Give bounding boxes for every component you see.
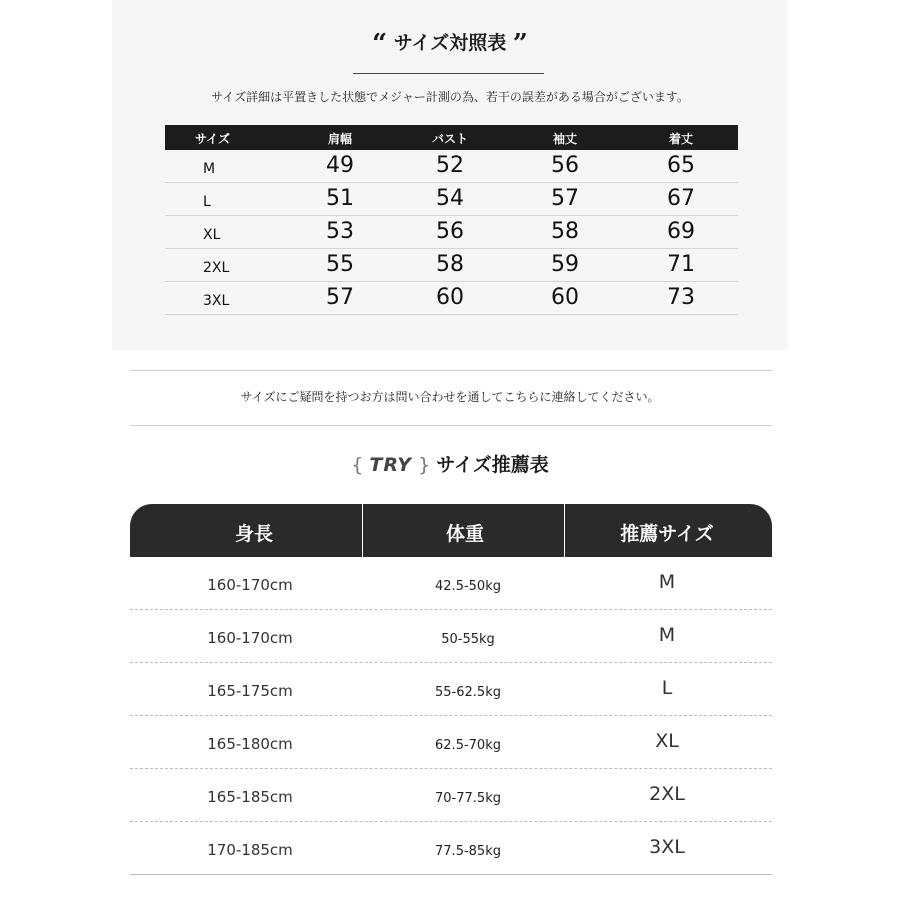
header-divider bbox=[362, 504, 363, 557]
header-divider bbox=[564, 504, 565, 557]
size-chart-title-text: サイズ対照表 bbox=[393, 32, 507, 54]
row-size: M bbox=[658, 624, 676, 646]
divider bbox=[130, 370, 772, 371]
header-recommended-size: 推薦サイズ bbox=[620, 523, 714, 545]
table-row bbox=[165, 183, 738, 216]
row-sleeve: 58 bbox=[551, 219, 579, 244]
recommend-title bbox=[0, 450, 900, 477]
row-size: M bbox=[203, 161, 216, 177]
header-weight: 体重 bbox=[445, 523, 485, 545]
divider bbox=[130, 425, 772, 426]
title-underline bbox=[353, 73, 544, 74]
header-size: サイズ bbox=[195, 132, 231, 146]
brace-open: { bbox=[351, 454, 364, 476]
row-bust: 52 bbox=[436, 153, 464, 178]
header-length: 着丈 bbox=[668, 132, 694, 146]
row-sleeve: 60 bbox=[551, 285, 579, 310]
table-row bbox=[130, 557, 772, 610]
row-weight: 50-55kg bbox=[441, 632, 495, 647]
size-table-header bbox=[165, 125, 738, 150]
row-height: 170-185cm bbox=[207, 841, 293, 859]
row-sleeve: 56 bbox=[551, 153, 579, 178]
row-weight: 42.5-50kg bbox=[435, 579, 501, 594]
row-size: L bbox=[203, 194, 211, 210]
row-weight: 62.5-70kg bbox=[435, 738, 501, 753]
row-shoulder: 57 bbox=[326, 285, 354, 310]
table-row bbox=[165, 249, 738, 282]
header-sleeve: 袖丈 bbox=[552, 132, 578, 146]
row-height: 165-180cm bbox=[207, 735, 293, 753]
row-length: 71 bbox=[667, 252, 695, 277]
table-row bbox=[130, 769, 772, 822]
row-sleeve: 59 bbox=[551, 252, 579, 277]
size-chart-title bbox=[0, 28, 900, 59]
row-bust: 58 bbox=[436, 252, 464, 277]
row-size: M bbox=[658, 571, 676, 593]
table-row bbox=[130, 822, 772, 875]
row-weight: 70-77.5kg bbox=[435, 791, 501, 806]
contact-note: サイズにご疑問を持つお方は問い合わせを通してこちらに連絡してください。 bbox=[240, 390, 660, 404]
row-height: 160-170cm bbox=[207, 576, 293, 594]
row-size: 2XL bbox=[649, 783, 685, 805]
row-shoulder: 51 bbox=[326, 186, 354, 211]
row-size: XL bbox=[203, 227, 221, 243]
row-height: 165-175cm bbox=[207, 682, 293, 700]
recommend-table-header bbox=[130, 504, 772, 557]
size-table bbox=[165, 125, 738, 315]
row-shoulder: 49 bbox=[326, 153, 354, 178]
row-bust: 56 bbox=[436, 219, 464, 244]
open-quote-mark: “ bbox=[372, 29, 388, 59]
table-row bbox=[165, 216, 738, 249]
try-label: TRY bbox=[369, 454, 413, 476]
row-size: 3XL bbox=[649, 836, 685, 858]
row-shoulder: 53 bbox=[326, 219, 354, 244]
measurement-note: サイズ詳細は平置きした状態でメジャー計測の為、若干の誤差がある場合がございます。 bbox=[211, 90, 689, 104]
header-bust: バスト bbox=[431, 132, 469, 146]
row-size: 2XL bbox=[203, 260, 230, 276]
table-row bbox=[165, 150, 738, 183]
table-row bbox=[130, 663, 772, 716]
row-bust: 54 bbox=[436, 186, 464, 211]
row-shoulder: 55 bbox=[326, 252, 354, 277]
header-height: 身長 bbox=[234, 523, 274, 545]
row-weight: 77.5-85kg bbox=[435, 844, 501, 859]
table-row bbox=[165, 282, 738, 315]
row-sleeve: 57 bbox=[551, 186, 579, 211]
close-quote-mark: ” bbox=[512, 29, 528, 59]
row-length: 73 bbox=[667, 285, 695, 310]
brace-close: } bbox=[418, 454, 431, 476]
recommend-title-text: サイズ推薦表 bbox=[436, 454, 549, 476]
row-weight: 55-62.5kg bbox=[435, 685, 501, 700]
row-length: 69 bbox=[667, 219, 695, 244]
table-row bbox=[130, 610, 772, 663]
table-row bbox=[130, 716, 772, 769]
row-size: 3XL bbox=[203, 293, 230, 309]
row-height: 160-170cm bbox=[207, 629, 293, 647]
header-shoulder: 肩幅 bbox=[327, 132, 353, 146]
row-length: 67 bbox=[667, 186, 695, 211]
recommend-table bbox=[130, 504, 772, 875]
row-height: 165-185cm bbox=[207, 788, 293, 806]
row-bust: 60 bbox=[436, 285, 464, 310]
row-length: 65 bbox=[667, 153, 695, 178]
row-size: XL bbox=[655, 730, 679, 752]
row-size: L bbox=[661, 677, 673, 699]
